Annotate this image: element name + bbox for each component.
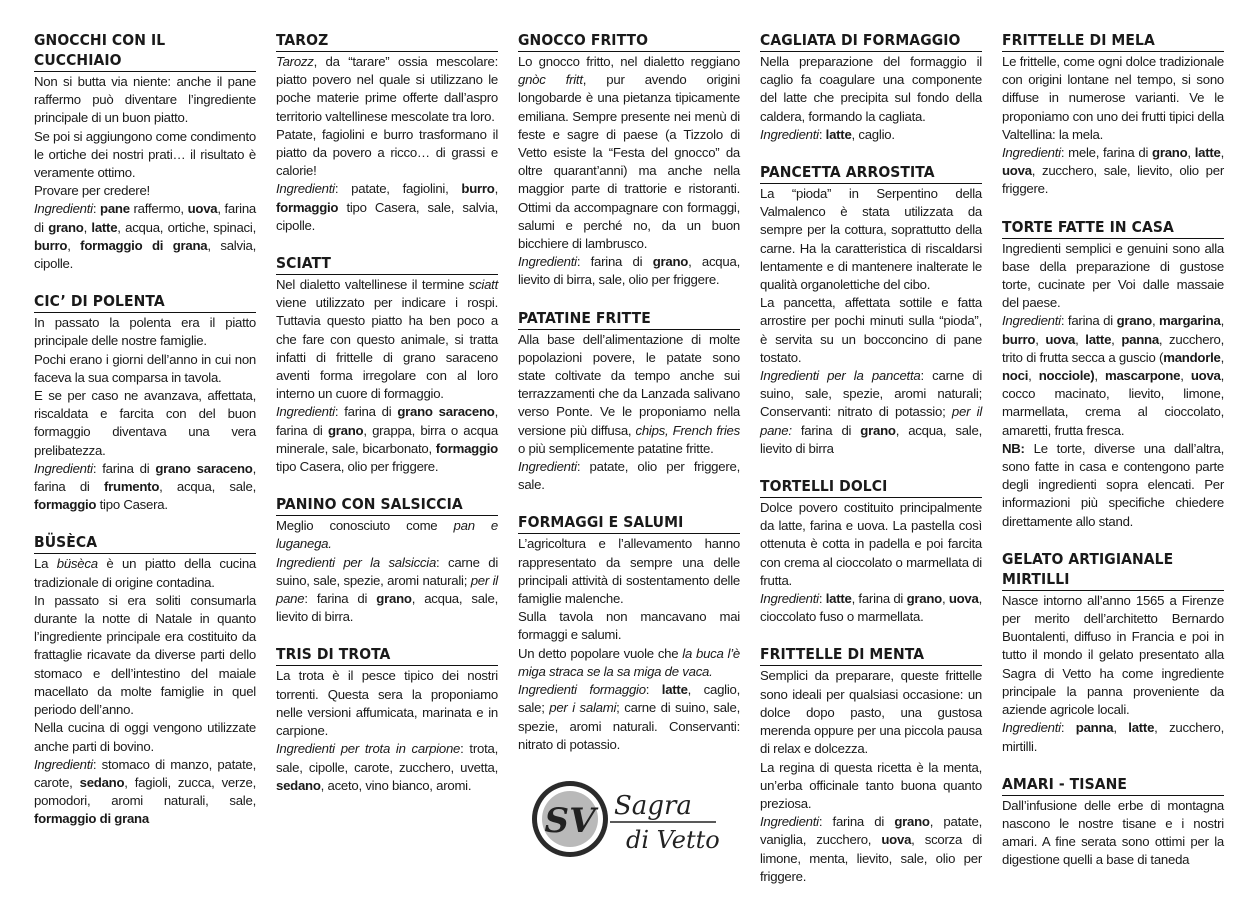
section-paragraph bbox=[276, 517, 498, 553]
section-paragraph bbox=[760, 759, 982, 814]
text-run: : farina di bbox=[304, 591, 377, 607]
text-run: , bbox=[1028, 368, 1039, 384]
text-run: E se per caso ne avanzava, affettata, riscaldata e farcita con del buon formaggio diventava una vera prelibatezza. bbox=[34, 388, 256, 458]
text-run: , bbox=[1094, 368, 1105, 384]
text-run: uova bbox=[881, 832, 912, 848]
text-run: grano bbox=[652, 254, 689, 270]
text-run: uova bbox=[187, 201, 218, 217]
section-paragraph bbox=[34, 351, 256, 387]
text-run: noci bbox=[1002, 368, 1029, 384]
text-run: formaggio di grana bbox=[34, 811, 149, 827]
text-run: , farina di bbox=[276, 404, 498, 438]
text-run: Ingredienti bbox=[276, 181, 335, 197]
text-run: Ingredienti formaggio bbox=[518, 682, 646, 698]
text-run: Pochi erano i giorni dell’anno in cui non faceva la sua comparsa in tavola. bbox=[34, 351, 256, 385]
text-run: tipo Casera, sale, salvia, cipolle. bbox=[276, 199, 498, 233]
text-run: Meglio conosciuto come bbox=[276, 518, 454, 534]
recipe-section bbox=[760, 644, 982, 885]
section-title: TRIS DI TROTA bbox=[276, 644, 498, 666]
section-paragraph bbox=[1002, 144, 1224, 199]
text-run: : carne di suino, sale, spezie, aromi naturali; bbox=[276, 554, 498, 588]
text-run: per il pane bbox=[276, 572, 498, 607]
text-run: : patate, olio per friggere, sale. bbox=[518, 459, 740, 493]
section-paragraph bbox=[760, 53, 982, 126]
section-paragraph bbox=[34, 460, 256, 515]
section-paragraph bbox=[518, 535, 740, 608]
text-run: grano bbox=[860, 422, 896, 438]
section-paragraph bbox=[760, 126, 982, 144]
text-run: , pur avendo origini longobarde è una pietanza tipicamente emiliana. Sempre presente nei menù di feste e sagre di paese (a Tizzolo di Vetto esiste la “Festa del gnocco” da oltre quarant’anni) ma anche nella maggior parte di trattorie e ristoranti. Ottimi da accompagnare con formaggi, salumi e perché no, da un buon bicchiere di lambrusco. bbox=[518, 72, 740, 252]
text-run: Ingredienti bbox=[276, 404, 335, 420]
text-run: Nasce intorno all’anno 1565 a Firenze per merito dell’architetto Bernardo Buontalenti, diffuso in Francia e poi in tutto il mondo il gelato presentato alla Sagra di Vetto ha come ingrediente principale la panna proveniente da aziende agricole locali. bbox=[1002, 592, 1224, 718]
section-paragraph bbox=[34, 592, 256, 719]
column-5 bbox=[1002, 30, 1224, 888]
text-run: Provare per credere! bbox=[34, 183, 150, 199]
text-run: , aceto, vino bianco, aromi. bbox=[320, 777, 472, 793]
text-run: Nella cucina di oggi vengono utilizzate anche parti di bovino. bbox=[34, 720, 256, 754]
text-run: In passato si era soliti consumarla durante la notte di Natale in quanto l’ingrediente principale era costituito da frattaglie ricavate da diverse parti dello stomaco e dell’intestino del maiale macellato da molte famiglie in quel periodo dell’anno. bbox=[34, 592, 256, 718]
recipe-section bbox=[1002, 549, 1224, 756]
text-run: grano bbox=[906, 591, 942, 607]
section-paragraph bbox=[760, 667, 982, 758]
text-run: Ingredienti bbox=[34, 201, 93, 217]
section-title: CIC’ DI POLENTA bbox=[34, 291, 256, 313]
text-run: uova bbox=[948, 591, 979, 607]
text-run: NB: bbox=[1002, 440, 1025, 456]
text-run: burro bbox=[461, 181, 495, 197]
text-run: , acqua, sale, lievito di birra bbox=[760, 422, 982, 456]
section-title: FRITTELLE DI MENTA bbox=[760, 644, 982, 666]
text-run: uova bbox=[1190, 368, 1221, 384]
recipe-section bbox=[760, 162, 982, 458]
text-run: Se poi si aggiungono come condimento le ortiche dei nostri prati… il risultato è veramente ottimo. bbox=[34, 128, 256, 181]
text-run: , bbox=[67, 237, 81, 253]
text-run: La trota è il pesce tipico dei nostri torrenti. Questa sera la proponiamo nelle versioni affumicata, marinata e in carpione. bbox=[276, 668, 498, 739]
text-run: latte bbox=[825, 126, 852, 142]
text-run: Ingredienti per trota in carpione bbox=[276, 741, 461, 757]
section-paragraph bbox=[1002, 440, 1224, 531]
text-run: Ingredienti bbox=[1002, 720, 1061, 736]
text-run: , scorza di limone, menta, lievito, sale, olio per friggere. bbox=[760, 832, 982, 884]
recipe-section bbox=[276, 30, 498, 235]
column-4 bbox=[760, 30, 982, 904]
text-run: , bbox=[1180, 368, 1191, 384]
column-2 bbox=[276, 30, 498, 813]
text-run: ; carne di suino, sale, spezie, aromi naturali. Conservanti: nitrato di potassio. bbox=[518, 700, 740, 752]
text-run: büsèca bbox=[56, 556, 98, 572]
section-paragraph bbox=[276, 276, 498, 403]
text-run: grano bbox=[1116, 313, 1152, 329]
text-run: burro bbox=[1002, 331, 1036, 347]
recipe-section bbox=[1002, 30, 1224, 199]
text-run: , zucchero, mirtilli. bbox=[1002, 720, 1224, 754]
text-run: : farina di bbox=[92, 460, 156, 476]
section-title: PANCETTA ARROSTITA bbox=[760, 162, 982, 184]
text-run: : bbox=[1060, 720, 1076, 736]
section-paragraph bbox=[1002, 312, 1224, 439]
recipe-section bbox=[34, 30, 256, 273]
section-paragraph bbox=[518, 331, 740, 458]
text-run: : farina di bbox=[334, 404, 398, 420]
sagra-logo bbox=[530, 778, 730, 860]
text-run: latte bbox=[91, 219, 118, 235]
section-paragraph bbox=[276, 403, 498, 476]
text-run: Sulla tavola non mancavano mai formaggi e salumi. bbox=[518, 609, 740, 643]
text-run: Le frittelle, come ogni dolce tradizionale con origini lontane nel tempo, si sono diffuse in numerose varianti. Ve le proponiamo con uno dei frutti tipici della Valtellina: la mela. bbox=[1002, 54, 1224, 142]
text-run: Le torte, diverse una dall’altra, sono fatte in casa e contengono parte degli ingredienti sopra elencati. Per informazioni più specifiche chiedere direttamente allo stand. bbox=[1002, 440, 1224, 529]
section-paragraph bbox=[760, 185, 982, 294]
text-run: Ingredienti bbox=[518, 254, 577, 270]
text-run: Ingredienti bbox=[760, 814, 819, 830]
text-run: Ingredienti semplici e genuini sono alla base della preparazione di gustose torte, cucinate per Voi dalle massaie del paese. bbox=[1002, 240, 1224, 311]
section-paragraph bbox=[760, 294, 982, 367]
section-paragraph bbox=[518, 458, 740, 494]
section-title: GELATO ARTIGIANALE MIRTILLI bbox=[1002, 549, 1224, 591]
text-run: , farina di bbox=[851, 591, 907, 607]
text-run: grano saraceno bbox=[155, 460, 253, 476]
section-paragraph bbox=[760, 367, 982, 458]
text-run: Dolce povero costituito principalmente da latte, farina e uova. La pastella così ottenuta è cotta in padella e poi farcita con crema al cioccolato o marmellata di frutta. bbox=[760, 500, 982, 588]
text-run: , bbox=[1220, 145, 1224, 161]
recipe-section bbox=[276, 644, 498, 794]
column-1 bbox=[34, 30, 256, 847]
text-run: per il pane: bbox=[760, 404, 982, 438]
text-run: La “pioda” in Serpentino della Valmalenco è stata utilizzata da sempre per la cottura, soprattutto della carne. Ha la caratteristica di riscaldarsi lentamente e di mantenere inalterate le qualità organolettiche del cibo. bbox=[760, 186, 982, 293]
text-run: Non si butta via niente: anche il pane raffermo può diventare l’ingrediente principale di un buon piatto. bbox=[34, 74, 256, 126]
text-run: la buca l’è miga straca se la sa miga de vaca. bbox=[518, 645, 740, 679]
section-paragraph bbox=[518, 608, 740, 644]
text-run: raffermo, bbox=[129, 201, 188, 217]
text-run: latte bbox=[1085, 331, 1112, 347]
text-run: , acqua, lievito di birra, sale, olio per friggere. bbox=[518, 254, 740, 288]
text-run: Dall’infusione delle erbe di montagna nascono le nostre tisane e i nostri amari. A fine serata sono ottimi per la digestione quelli a base di taneda bbox=[1002, 797, 1224, 868]
text-run: , bbox=[494, 181, 498, 197]
text-run: gnòc fritt bbox=[518, 72, 583, 88]
text-run: sedano bbox=[79, 774, 125, 790]
text-run: formaggio bbox=[34, 497, 97, 513]
text-run: grano saraceno bbox=[397, 404, 495, 420]
section-paragraph bbox=[518, 645, 740, 681]
section-paragraph bbox=[1002, 719, 1224, 755]
text-run: margarina bbox=[1159, 313, 1221, 329]
text-run: Ingredienti bbox=[1002, 145, 1061, 161]
text-run: panna bbox=[1121, 331, 1159, 347]
text-run: Nella preparazione del formaggio il caglio fa coagulare una componente del latte che precipita sul fondo della caldera, formando la cagliata. bbox=[760, 54, 982, 124]
text-run: grano bbox=[376, 591, 412, 607]
text-run: uova bbox=[1045, 331, 1076, 347]
text-run: La pancetta, affettata sottile e fatta arrostire per pochi minuti sulla “pioda”, è servita su un bocconcino di pane tostato. bbox=[760, 295, 982, 365]
text-run: Ingredienti bbox=[518, 459, 577, 475]
recipe-section bbox=[34, 291, 256, 514]
text-run: Ingredienti bbox=[1002, 313, 1061, 329]
section-paragraph bbox=[518, 681, 740, 754]
text-run: : bbox=[92, 201, 101, 217]
text-run: , cioccolato fuso o marmellata. bbox=[760, 591, 983, 625]
text-run: : trota, sale, cipolle, carote, zucchero, uvetta, bbox=[276, 741, 498, 775]
text-run: sciatt bbox=[468, 277, 498, 293]
section-title: AMARI - TISANE bbox=[1002, 774, 1224, 796]
text-run: chips, French fries bbox=[635, 422, 740, 438]
text-run: , farina di bbox=[34, 201, 257, 235]
text-run: : mele, farina di bbox=[1060, 145, 1153, 161]
section-paragraph bbox=[34, 314, 256, 350]
text-run: : bbox=[645, 682, 662, 698]
text-run: pan e luganega. bbox=[276, 518, 498, 552]
column-3 bbox=[518, 30, 740, 772]
section-title: CAGLIATA DI FORMAGGIO bbox=[760, 30, 982, 52]
recipe-section bbox=[518, 308, 740, 495]
text-run: Ingredienti per la salsiccia bbox=[276, 554, 437, 570]
section-paragraph bbox=[34, 182, 256, 200]
text-run: grano bbox=[327, 422, 364, 438]
text-run: , farina di bbox=[34, 460, 256, 495]
text-run: Ingredienti bbox=[34, 756, 93, 772]
text-run: uova bbox=[1002, 163, 1032, 179]
text-run: : stomaco di manzo, patate, carote, bbox=[34, 756, 256, 790]
text-run: , caglio, sale; bbox=[518, 682, 741, 716]
section-paragraph bbox=[276, 53, 498, 126]
text-run: mascarpone bbox=[1105, 368, 1181, 384]
text-run: , bbox=[83, 219, 92, 235]
text-run: , bbox=[1113, 720, 1129, 736]
recipe-section bbox=[276, 494, 498, 626]
text-run: , bbox=[1075, 331, 1086, 347]
text-run: latte bbox=[1128, 720, 1155, 736]
text-run: latte bbox=[825, 591, 852, 607]
section-paragraph bbox=[34, 73, 256, 128]
text-run: Semplici da preparare, queste frittelle sono ideali per qualsiasi occasione: un dolce dopo pasto, una gustosa merenda oppure per una piccola pausa di relax e dolcezza. bbox=[760, 668, 982, 757]
text-run: In passato la polenta era il piatto principale delle nostre famiglie. bbox=[34, 315, 256, 349]
recipe-section bbox=[518, 512, 740, 753]
text-run: , zucchero, sale, lievito, olio per friggere. bbox=[1002, 163, 1224, 197]
text-run: , acqua, ortiche, spinaci, bbox=[117, 219, 256, 235]
section-paragraph bbox=[276, 740, 498, 795]
section-title: FORMAGGI E SALUMI bbox=[518, 512, 740, 534]
text-run: latte bbox=[1194, 145, 1221, 161]
section-title: SCIATT bbox=[276, 253, 498, 275]
text-run: Ingredienti bbox=[760, 591, 819, 607]
section-paragraph bbox=[760, 499, 982, 590]
text-run: , bbox=[1220, 313, 1224, 329]
text-run: tipo Casera. bbox=[96, 497, 168, 513]
text-run: grano bbox=[894, 814, 930, 830]
text-run: Lo gnocco fritto, nel dialetto reggiano bbox=[518, 54, 740, 69]
text-run: La regina di questa ricetta è la menta, un’erba officinale tanto buona quanto preziosa. bbox=[760, 759, 982, 811]
section-title: GNOCCHI CON IL CUCCHIAIO bbox=[34, 30, 256, 72]
text-run: Nel dialetto valtellinese il termine bbox=[276, 277, 469, 293]
text-run: Patate, fagiolini e burro trasformano il piatto da povero a ricco… di grassi e calorie! bbox=[276, 126, 498, 179]
section-paragraph bbox=[276, 180, 498, 235]
section-title: TORTE FATTE IN CASA bbox=[1002, 217, 1224, 239]
text-run: , grappa, birra o acqua minerale, sale, bicarbonato, bbox=[276, 422, 498, 456]
text-run: Ingredienti per la pancetta bbox=[760, 368, 921, 384]
text-run: farina di bbox=[791, 422, 861, 438]
text-run: burro bbox=[34, 237, 68, 253]
text-run: Ingredienti bbox=[760, 126, 819, 142]
section-paragraph bbox=[1002, 240, 1224, 313]
logo-monogram: SV bbox=[544, 801, 596, 841]
section-paragraph bbox=[34, 719, 256, 755]
section-paragraph bbox=[276, 554, 498, 627]
text-run: , bbox=[1151, 313, 1160, 329]
recipe-section bbox=[34, 532, 256, 828]
text-run: sedano bbox=[276, 777, 321, 793]
section-paragraph bbox=[1002, 53, 1224, 144]
text-run: , da “tarare” ossia mescolare: piatto povero nel quale si utilizzano le poche materie prime offerte dall’aspro territorio valtellinese mescolate tra loro. bbox=[276, 54, 498, 124]
section-paragraph bbox=[34, 128, 256, 183]
text-run: , bbox=[1035, 331, 1046, 347]
recipe-section bbox=[760, 476, 982, 626]
section-paragraph bbox=[1002, 797, 1224, 870]
text-run: , cocco macinato, lievito, limone, marmellata, crema al cioccolato, amaretti, frutta fresca. bbox=[1002, 368, 1225, 438]
text-run: : farina di bbox=[576, 254, 653, 270]
text-run: grano bbox=[1152, 145, 1188, 161]
text-run: latte bbox=[661, 682, 688, 698]
text-run: , bbox=[1220, 349, 1224, 365]
text-run: grano bbox=[48, 219, 84, 235]
section-title: BÜSÈCA bbox=[34, 532, 256, 554]
text-run: , caglio. bbox=[851, 126, 895, 142]
text-run: Alla base dell’alimentazione di molte popolazioni povere, le patate sono state coltivate da tempo anche sui terrazzamenti che da Lanzada salivano verso Ponte. Ve le proponiamo nella versione più diffusa, bbox=[518, 331, 740, 438]
text-run: , acqua, sale, lievito di birra. bbox=[276, 591, 498, 625]
text-run: formaggio bbox=[435, 440, 498, 456]
recipe-section bbox=[760, 30, 982, 144]
text-run: per i salami bbox=[549, 700, 617, 716]
section-paragraph bbox=[34, 200, 256, 273]
section-paragraph bbox=[518, 53, 740, 253]
recipe-section bbox=[276, 253, 498, 476]
section-title: PATATINE FRITTE bbox=[518, 308, 740, 330]
text-run: viene utilizzato per indicare i rospi. Tuttavia questo piatto ha ben poco a che fare con questo animale, si tratta infatti di frittelle di grano saraceno aventi forma irregolare con al loro interno un cuore di formaggio. bbox=[276, 295, 498, 402]
section-paragraph bbox=[34, 387, 256, 460]
section-paragraph bbox=[34, 756, 256, 829]
section-paragraph bbox=[1002, 592, 1224, 719]
section-paragraph bbox=[518, 253, 740, 289]
section-title: TAROZ bbox=[276, 30, 498, 52]
text-run: mandorle bbox=[1163, 349, 1221, 365]
text-run: : patate, fagiolini, bbox=[334, 181, 462, 197]
section-paragraph bbox=[276, 126, 498, 181]
recipe-section bbox=[1002, 774, 1224, 870]
section-title: TORTELLI DOLCI bbox=[760, 476, 982, 498]
section-paragraph bbox=[760, 590, 982, 626]
text-run: : farina di bbox=[818, 814, 895, 830]
text-run: , zucchero, trito di frutta secca a guscio ( bbox=[1002, 331, 1224, 365]
text-run: tipo Casera, olio per friggere. bbox=[276, 459, 439, 475]
text-run: , salvia, cipolle. bbox=[34, 237, 256, 272]
logo-line-1: Sagra bbox=[614, 791, 692, 821]
section-paragraph bbox=[34, 555, 256, 591]
text-run: : farina di bbox=[1060, 313, 1117, 329]
text-run: pane bbox=[100, 201, 130, 217]
text-run: L’agricoltura e l’allevamento hanno rappresentato da sempre una delle principali attività di sostentamento delle famiglie malenche. bbox=[518, 536, 740, 607]
text-run: o più semplicemente patatine fritte. bbox=[518, 440, 714, 456]
logo-line-2: di Vetto bbox=[626, 826, 720, 854]
text-run: : carne di suino, sale, spezie, aromi naturali; Conservanti: nitrato di potassio; bbox=[760, 368, 982, 420]
text-run: Ingredienti bbox=[34, 460, 93, 476]
section-paragraph bbox=[760, 813, 982, 886]
text-run: formaggio bbox=[276, 199, 339, 215]
text-run: , fagioli, zucca, verze, pomodori, aromi naturali, sale, bbox=[34, 774, 256, 809]
text-run: , acqua, sale, bbox=[159, 479, 256, 495]
text-run: è un piatto della cucina tradizionale di origine contadina. bbox=[34, 556, 256, 590]
text-run: , bbox=[1111, 331, 1122, 347]
text-run: : bbox=[818, 591, 826, 607]
text-run: Un detto popolare vuole che bbox=[518, 645, 683, 661]
section-title: GNOCCO FRITTO bbox=[518, 30, 740, 52]
text-run: panna bbox=[1075, 720, 1114, 736]
recipe-section bbox=[1002, 217, 1224, 531]
text-run: frumento bbox=[103, 479, 160, 495]
text-run: Tarozz bbox=[276, 54, 314, 69]
text-run: , bbox=[1187, 145, 1195, 161]
text-run: nocciole) bbox=[1038, 368, 1095, 384]
text-run: : bbox=[818, 126, 826, 142]
text-run: , bbox=[941, 591, 949, 607]
text-run: La bbox=[34, 556, 57, 572]
text-run: formaggio di grana bbox=[80, 237, 208, 253]
recipe-section bbox=[518, 30, 740, 290]
section-title: FRITTELLE DI MELA bbox=[1002, 30, 1224, 52]
section-paragraph bbox=[276, 667, 498, 740]
text-run: , patate, vaniglia, zucchero, bbox=[760, 814, 982, 848]
section-title: PANINO CON SALSICCIA bbox=[276, 494, 498, 516]
